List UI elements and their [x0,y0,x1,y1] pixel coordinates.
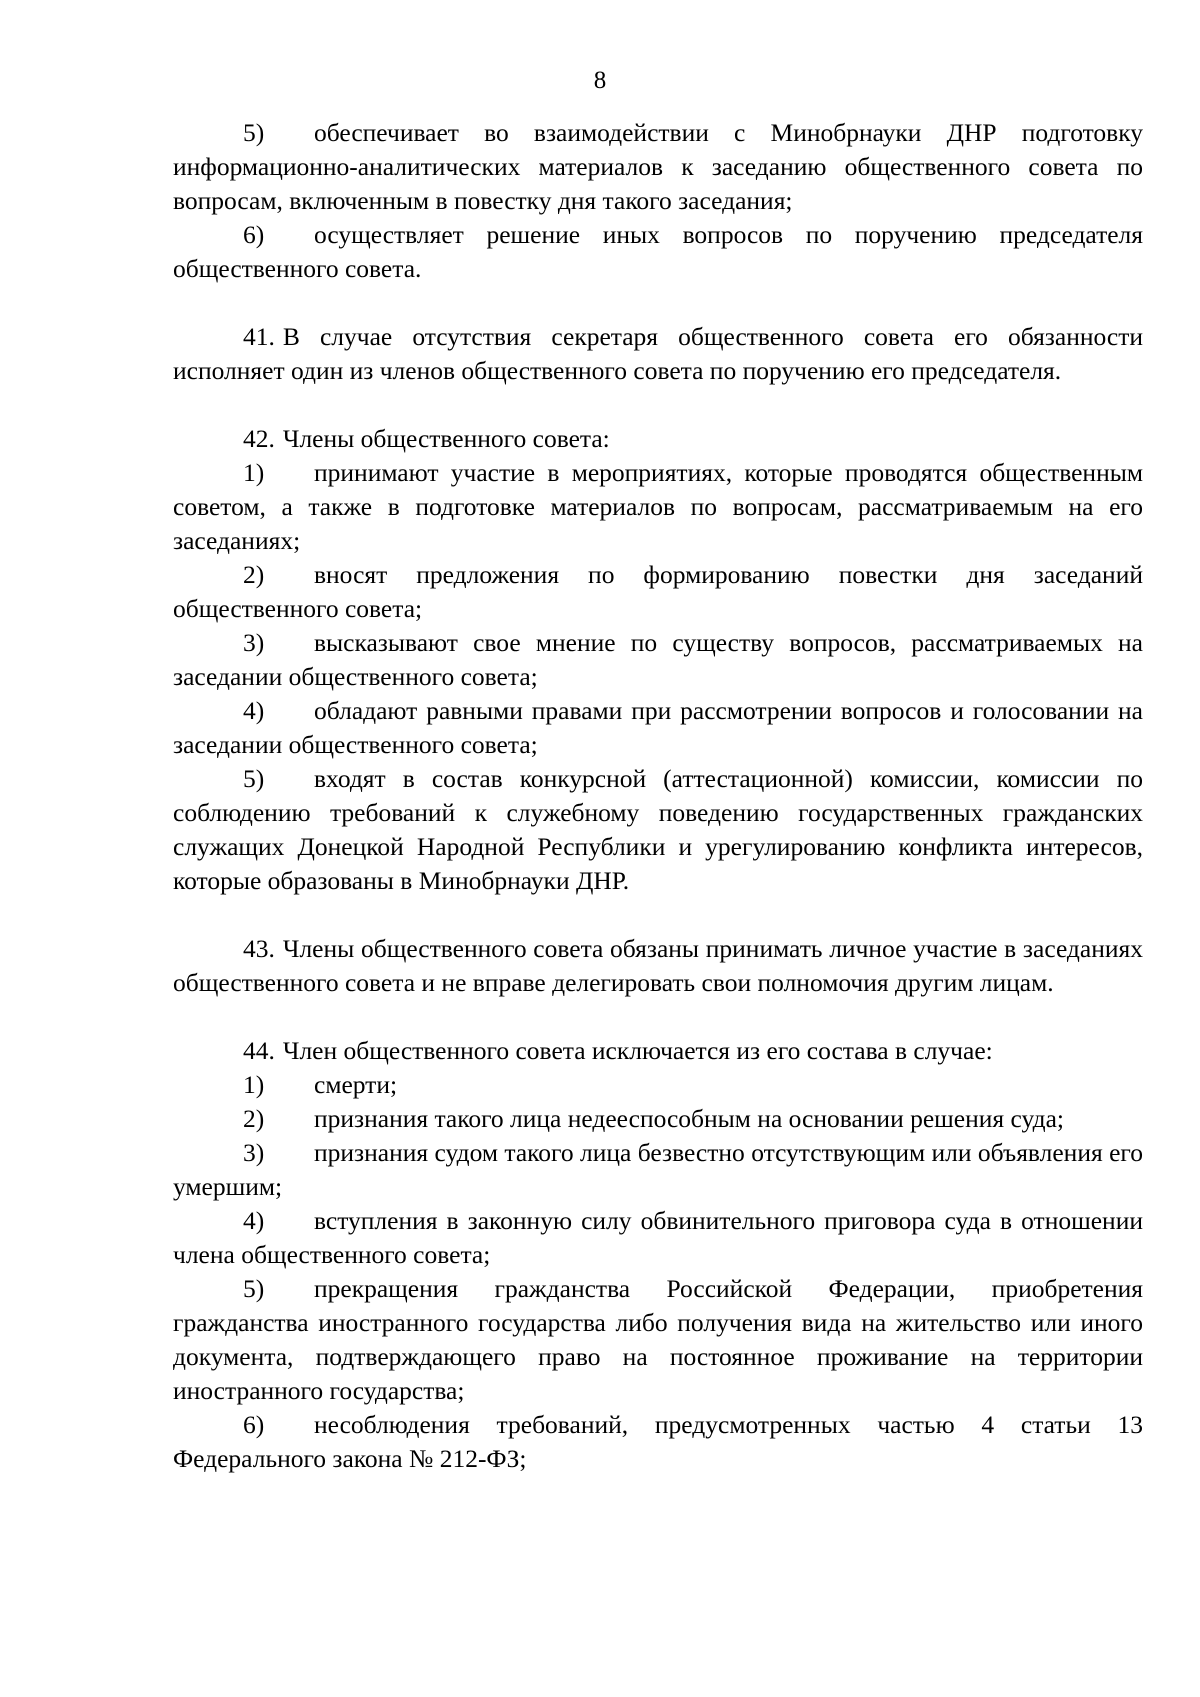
list-item [173,218,1143,286]
item-text: прекращения гражданства Российской Федерации, приобретения гражданства иностранного государства либо получения вида на жительство или иного документа, подтверждающего право на постоянное проживание на территории иностранного государства; [173,1274,1143,1405]
item-number: 5) [243,118,265,147]
section-paragraph [173,422,1143,456]
item-text: принимают участие в мероприятиях, которые проводятся общественным советом, а также в подготовке материалов по вопросам, рассматриваемым на его заседаниях; [173,458,1143,555]
section-number: 44. [243,1036,275,1065]
item-number: 2) [243,1104,265,1133]
list-item [173,762,1143,898]
section-number: 42. [243,424,275,453]
list-item [173,1204,1143,1272]
item-number: 3) [243,628,265,657]
item-text: высказывают свое мнение по существу вопросов, рассматриваемых на заседании общественного совета; [173,628,1143,691]
list-item [173,456,1143,558]
list-item [173,1102,1143,1136]
document-body [173,116,1143,1476]
section-text: Член общественного совета исключается из его состава в случае: [282,1036,993,1065]
list-item [173,1408,1143,1476]
list-item [173,694,1143,762]
section-text: Члены общественного совета: [282,424,610,453]
item-text: вносят предложения по формированию повестки дня заседаний общественного совета; [173,560,1143,623]
section-paragraph [173,320,1143,388]
item-text: смерти; [314,1070,398,1099]
item-text: признания такого лица недееспособным на основании решения суда; [314,1104,1065,1133]
item-number: 3) [243,1138,265,1167]
list-item [173,626,1143,694]
section-text: В случае отсутствия секретаря общественного совета его обязанности исполняет один из членов общественного совета по поручению его председателя. [173,322,1143,385]
item-number: 6) [243,1410,265,1439]
section-paragraph [173,1034,1143,1068]
list-item [173,116,1143,218]
section-number: 43. [243,934,275,963]
page-number: 8 [593,67,607,94]
item-number: 5) [243,764,265,793]
item-text: несоблюдения требований, предусмотренных частью 4 статьи 13 Федерального закона № 212-ФЗ; [173,1410,1143,1473]
list-item [173,1068,1143,1102]
list-item [173,558,1143,626]
section-number: 41. [243,322,275,351]
list-item [173,1136,1143,1204]
section-text: Члены общественного совета обязаны принимать личное участие в заседаниях общественного совета и не вправе делегировать свои полномочия другим лицам. [173,934,1143,997]
item-number: 4) [243,696,265,725]
item-text: обладают равными правами при рассмотрении вопросов и голосовании на заседании общественного совета; [173,696,1143,759]
item-number: 1) [243,1070,265,1099]
item-number: 2) [243,560,265,589]
item-number: 1) [243,458,265,487]
item-number: 6) [243,220,265,249]
item-text: осуществляет решение иных вопросов по поручению председателя общественного совета. [173,220,1143,283]
item-text: вступления в законную силу обвинительного приговора суда в отношении члена общественного совета; [173,1206,1143,1269]
item-number: 4) [243,1206,265,1235]
item-text: входят в состав конкурсной (аттестационной) комиссии, комиссии по соблюдению требований к служебному поведению государственных гражданских служащих Донецкой Народной Республики и урегулированию конфликта интересов, которые образованы в Минобрнауки ДНР. [173,764,1143,895]
item-number: 5) [243,1274,265,1303]
item-text: признания судом такого лица безвестно отсутствующим или объявления его умершим; [173,1138,1143,1201]
section-paragraph [173,932,1143,1000]
item-text: обеспечивает во взаимодействии с Минобрнауки ДНР подготовку информационно-аналитических материалов к заседанию общественного совета по вопросам, включенным в повестку дня такого заседания; [173,118,1143,215]
list-item [173,1272,1143,1408]
